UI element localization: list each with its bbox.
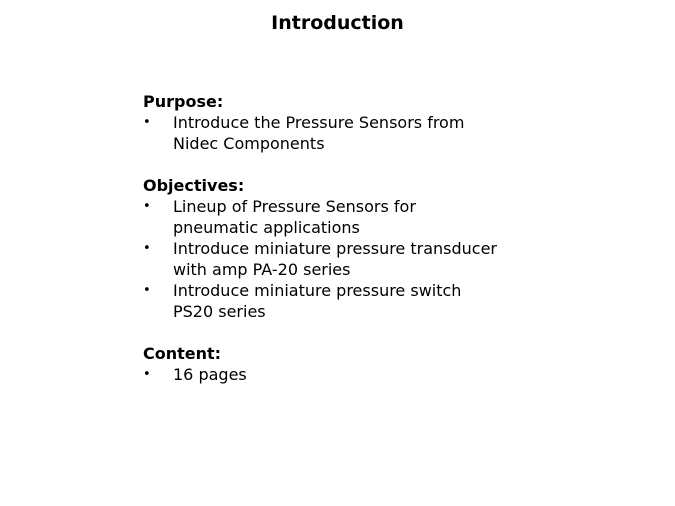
list-item-line: PS20 series (173, 302, 266, 321)
list-item (143, 364, 543, 385)
purpose-list (143, 112, 543, 154)
list-item (143, 238, 543, 280)
content-section (143, 343, 543, 385)
list-item-line: Introduce the Pressure Sensors from (173, 113, 465, 132)
list-item (143, 196, 543, 238)
list-item-line: pneumatic applications (173, 218, 360, 237)
list-item-line: Introduce miniature pressure transducer (173, 239, 498, 258)
slide-content (143, 91, 543, 406)
list-item-line: with amp PA-20 series (173, 260, 351, 279)
purpose-section (143, 91, 543, 154)
purpose-heading: Purpose: (143, 92, 224, 111)
list-item (143, 280, 543, 322)
objectives-heading: Objectives: (143, 176, 245, 195)
objectives-section (143, 175, 543, 322)
bullet-icon: • (143, 367, 151, 382)
bullet-icon: • (143, 283, 151, 298)
bullet-icon: • (143, 199, 151, 214)
list-item-line: Introduce miniature pressure switch (173, 281, 462, 300)
list-item-line: Lineup of Pressure Sensors for (173, 197, 416, 216)
content-heading: Content: (143, 344, 222, 363)
bullet-icon: • (143, 241, 151, 256)
slide-title: Introduction (271, 12, 404, 34)
list-item-line: Nidec Components (173, 134, 325, 153)
objectives-list (143, 196, 543, 322)
bullet-icon: • (143, 115, 151, 130)
content-list (143, 364, 543, 385)
list-item (143, 112, 543, 154)
list-item-line: 16 pages (173, 365, 247, 384)
